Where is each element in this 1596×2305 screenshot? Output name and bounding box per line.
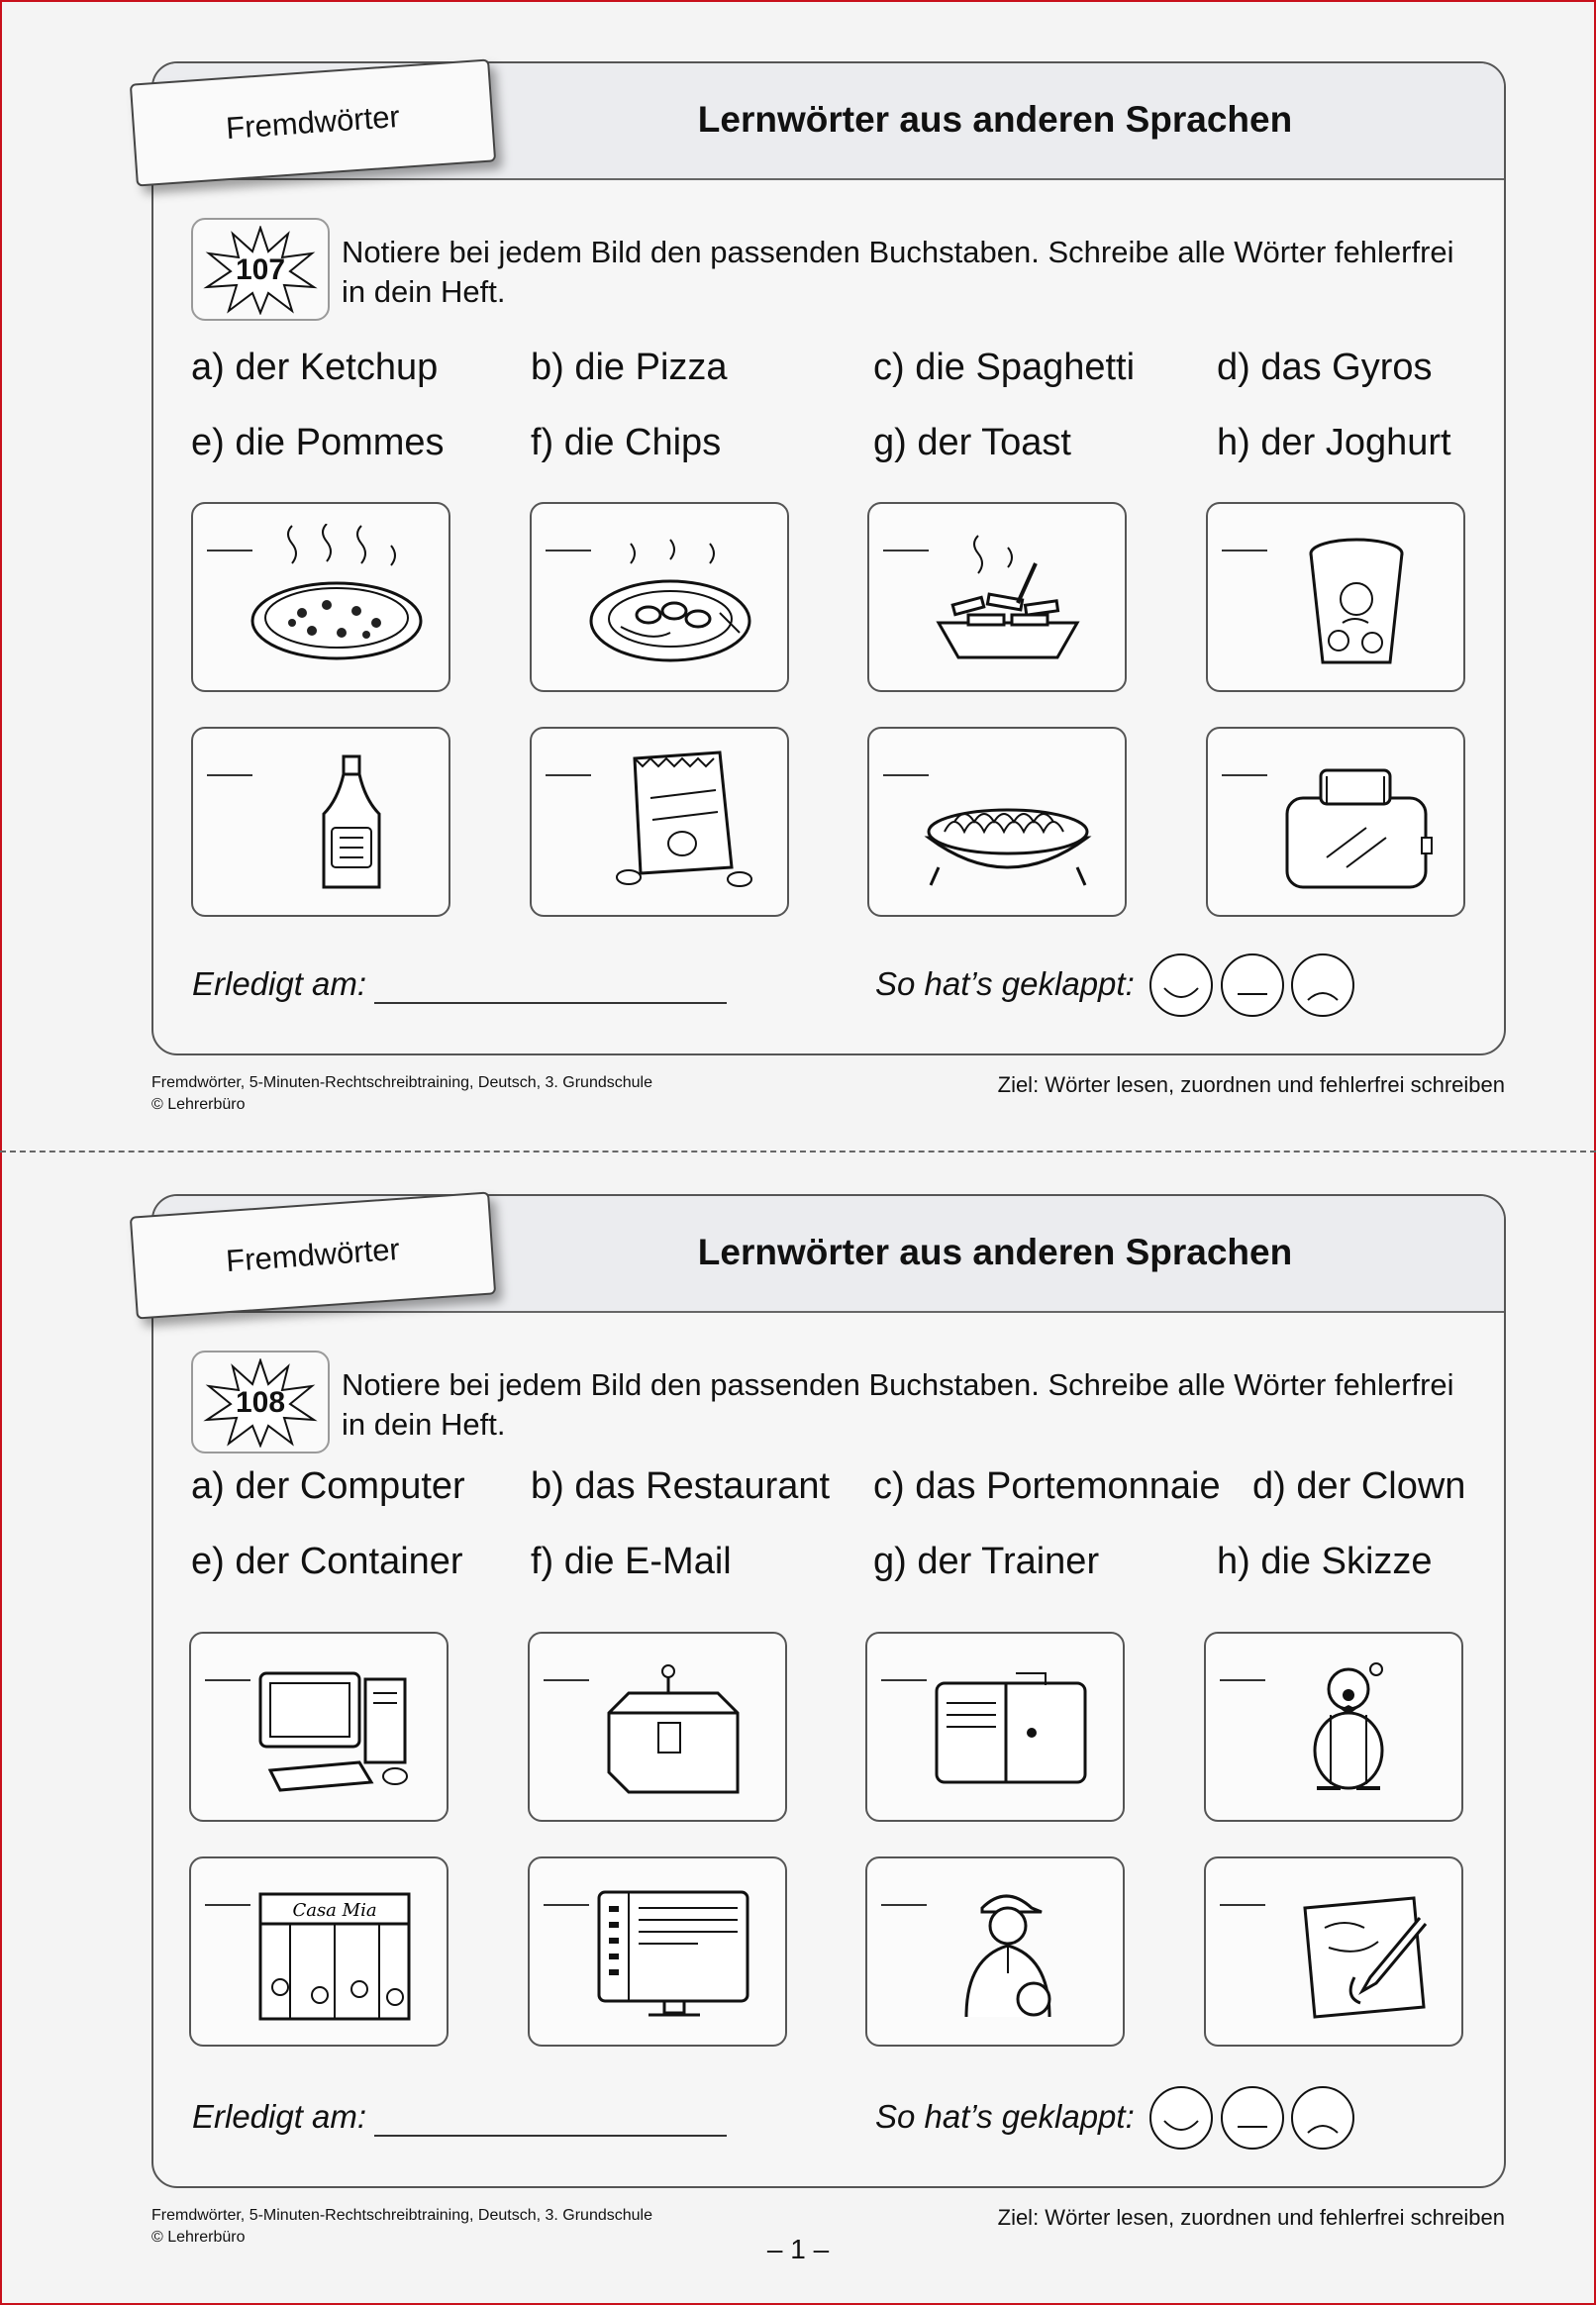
- word-b: b) das Restaurant: [531, 1465, 831, 1507]
- word-h: h) die Skizze: [1217, 1541, 1433, 1582]
- word-e: e) der Container: [191, 1541, 463, 1582]
- happy-face-icon[interactable]: [1148, 2085, 1214, 2151]
- topic-tab-label: Fremdwörter: [225, 98, 401, 147]
- completed-date-line[interactable]: [374, 2135, 727, 2137]
- word-c: c) das Portemonnaie: [873, 1465, 1221, 1507]
- picture-card: [865, 1856, 1125, 2047]
- computer-icon: [231, 1654, 429, 1802]
- exercise-number-badge: [191, 218, 330, 321]
- footer-copyright: © Lehrerbüro: [151, 1096, 246, 1113]
- picture-card: [191, 727, 450, 917]
- picture-card: [865, 1632, 1125, 1822]
- topic-tab-label: Fremdwörter: [225, 1231, 401, 1279]
- footer-copyright: © Lehrerbüro: [151, 2229, 246, 2246]
- sketch-icon: [1246, 1878, 1444, 2027]
- picture-card: [528, 1856, 787, 2047]
- instruction-text: Notiere bei jedem Bild den passenden Buchstaben. Schreibe alle Wörter fehlerfrei in dein Heft.: [342, 235, 1454, 309]
- email-screen-icon: [569, 1878, 767, 2027]
- exercise-number: 107: [235, 253, 286, 286]
- restaurant-sign-text: Casa Mia: [292, 1900, 377, 1921]
- rating-label: So hat’s geklappt:: [875, 2098, 1135, 2135]
- footer-goal: Ziel: Wörter lesen, zuordnen und fehlerfrei schreiben: [997, 2205, 1505, 2230]
- picture-card: [189, 1856, 449, 2047]
- picture-card: [1206, 727, 1465, 917]
- wallet-icon: [907, 1654, 1105, 1802]
- yoghurt-cup-icon: [1247, 524, 1446, 672]
- word-c: c) die Spaghetti: [873, 347, 1136, 388]
- gyros-plate-icon: [571, 524, 769, 672]
- toaster-icon: [1247, 749, 1446, 897]
- footer-source-line: Fremdwörter, 5-Minuten-Rechtschreibtraining, Deutsch, 3. Grundschule: [151, 2207, 652, 2224]
- picture-card: [1204, 1856, 1463, 2047]
- restaurant-icon: [231, 1878, 429, 2027]
- completed-label: Erledigt am:: [192, 965, 367, 1002]
- picture-card: [867, 727, 1127, 917]
- footer-goal: Ziel: Wörter lesen, zuordnen und fehlerfrei schreiben: [997, 1072, 1505, 1097]
- neutral-face-icon[interactable]: [1220, 2085, 1285, 2151]
- sad-face-icon[interactable]: [1290, 2085, 1355, 2151]
- worksheet-title: Lernwörter aus anderen Sprachen: [697, 99, 1293, 140]
- page-number: – 1 –: [766, 2234, 830, 2264]
- word-d: d) das Gyros: [1217, 347, 1433, 388]
- picture-card: [530, 502, 789, 692]
- footer-source: [151, 1072, 652, 1116]
- rating-label: So hat’s geklappt:: [875, 965, 1135, 1002]
- completed-label: Erledigt am:: [192, 2098, 367, 2135]
- picture-card: [530, 727, 789, 917]
- clown-icon: [1246, 1654, 1444, 1802]
- exercise-number-badge: [191, 1351, 330, 1453]
- word-e: e) die Pommes: [191, 422, 445, 463]
- exercise-number: 108: [235, 1386, 286, 1419]
- word-f: f) die Chips: [531, 422, 722, 463]
- picture-card: [528, 1632, 787, 1822]
- pizza-icon: [233, 524, 431, 672]
- instruction-text: Notiere bei jedem Bild den passenden Buchstaben. Schreibe alle Wörter fehlerfrei in dein Heft.: [342, 1367, 1454, 1442]
- picture-card: [1206, 502, 1465, 692]
- ketchup-bottle-icon: [233, 749, 431, 897]
- chips-bag-icon: [571, 749, 769, 897]
- word-f: f) die E-Mail: [531, 1541, 732, 1582]
- picture-card: [189, 1632, 449, 1822]
- word-h: h) der Joghurt: [1217, 422, 1451, 463]
- picture-card: [1204, 1632, 1463, 1822]
- word-a: a) der Computer: [191, 1465, 465, 1507]
- worksheet-108: [0, 1133, 1596, 2281]
- completed-date-line[interactable]: [374, 1002, 727, 1004]
- picture-card: [191, 502, 450, 692]
- word-b: b) die Pizza: [531, 347, 728, 388]
- worksheet-107: [0, 0, 1596, 1149]
- neutral-face-icon[interactable]: [1220, 952, 1285, 1018]
- word-d: d) der Clown: [1252, 1465, 1466, 1507]
- container-icon: [569, 1654, 767, 1802]
- picture-card: [867, 502, 1127, 692]
- word-g: g) der Trainer: [873, 1541, 1100, 1582]
- spaghetti-bowl-icon: [909, 749, 1107, 897]
- worksheet-title: Lernwörter aus anderen Sprachen: [697, 1232, 1293, 1272]
- fries-tray-icon: [909, 524, 1107, 672]
- footer-source-line: Fremdwörter, 5-Minuten-Rechtschreibtraining, Deutsch, 3. Grundschule: [151, 1074, 652, 1091]
- word-g: g) der Toast: [873, 422, 1071, 463]
- word-a: a) der Ketchup: [191, 347, 439, 388]
- trainer-icon: [907, 1878, 1105, 2027]
- sad-face-icon[interactable]: [1290, 952, 1355, 1018]
- happy-face-icon[interactable]: [1148, 952, 1214, 1018]
